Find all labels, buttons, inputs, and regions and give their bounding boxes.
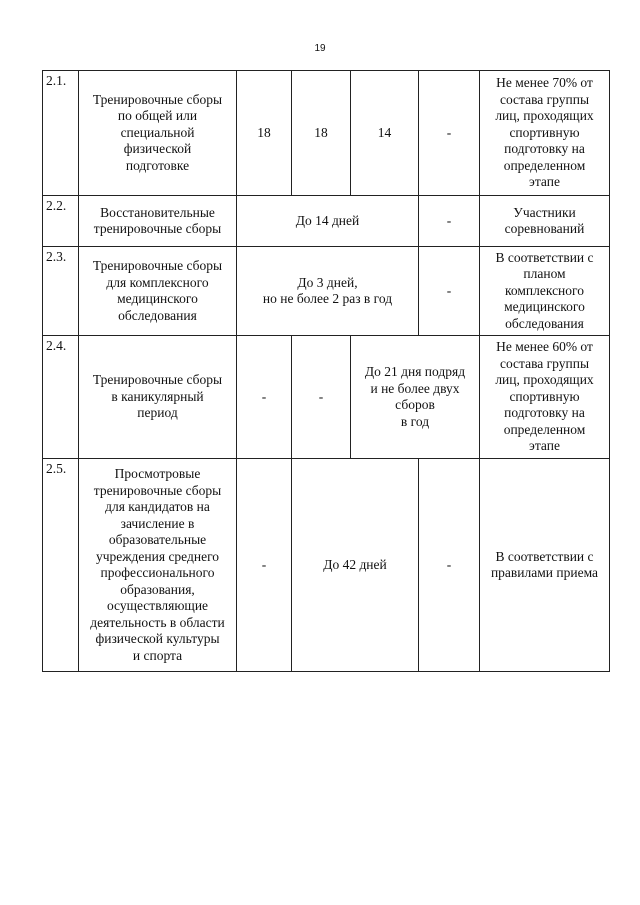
row-number: 2.1. [43,71,79,196]
table-row [43,71,610,196]
camp-type-cell: Тренировочные сборы по общей или специальной физической подготовке [79,71,237,196]
value-cell: 14 [351,71,419,196]
duration-cell: До 21 дня подряд и не более двух сборов в год [351,336,480,459]
note-cell: В соответствии с планом комплексного медицинского обследования [480,247,610,336]
value-cell: - [419,196,480,247]
table-row [43,459,610,672]
value-cell: - [237,336,292,459]
table-row [43,247,610,336]
value-cell: 18 [292,71,351,196]
value-cell: - [419,71,480,196]
camp-type-cell: Тренировочные сборы для комплексного медицинского обследования [79,247,237,336]
row-number: 2.3. [43,247,79,336]
value-cell: - [292,336,351,459]
table-row [43,336,610,459]
page-number: 19 [314,43,326,54]
note-cell: Не менее 60% от состава группы лиц, проходящих спортивную подготовку на определенном этапе [480,336,610,459]
duration-cell: До 3 дней, но не более 2 раз в год [237,247,419,336]
value-cell: - [237,459,292,672]
value-cell: - [419,459,480,672]
table-row [43,196,610,247]
value-cell: - [419,247,480,336]
camp-type-cell: Просмотровые тренировочные сборы для кандидатов на зачисление в образовательные учреждения среднего профессионального образования, осуществляющие деятельность в области физической культуры и спорта [79,459,237,672]
training-camps-table [42,70,610,672]
row-number: 2.4. [43,336,79,459]
duration-cell: До 42 дней [292,459,419,672]
note-cell: В соответствии с правилами приема [480,459,610,672]
camp-type-cell: Восстановительные тренировочные сборы [79,196,237,247]
note-cell: Участники соревнований [480,196,610,247]
camp-type-cell: Тренировочные сборы в каникулярный период [79,336,237,459]
duration-cell: До 14 дней [237,196,419,247]
note-cell: Не менее 70% от состава группы лиц, проходящих спортивную подготовку на определенном этапе [480,71,610,196]
value-cell: 18 [237,71,292,196]
row-number: 2.2. [43,196,79,247]
row-number: 2.5. [43,459,79,672]
